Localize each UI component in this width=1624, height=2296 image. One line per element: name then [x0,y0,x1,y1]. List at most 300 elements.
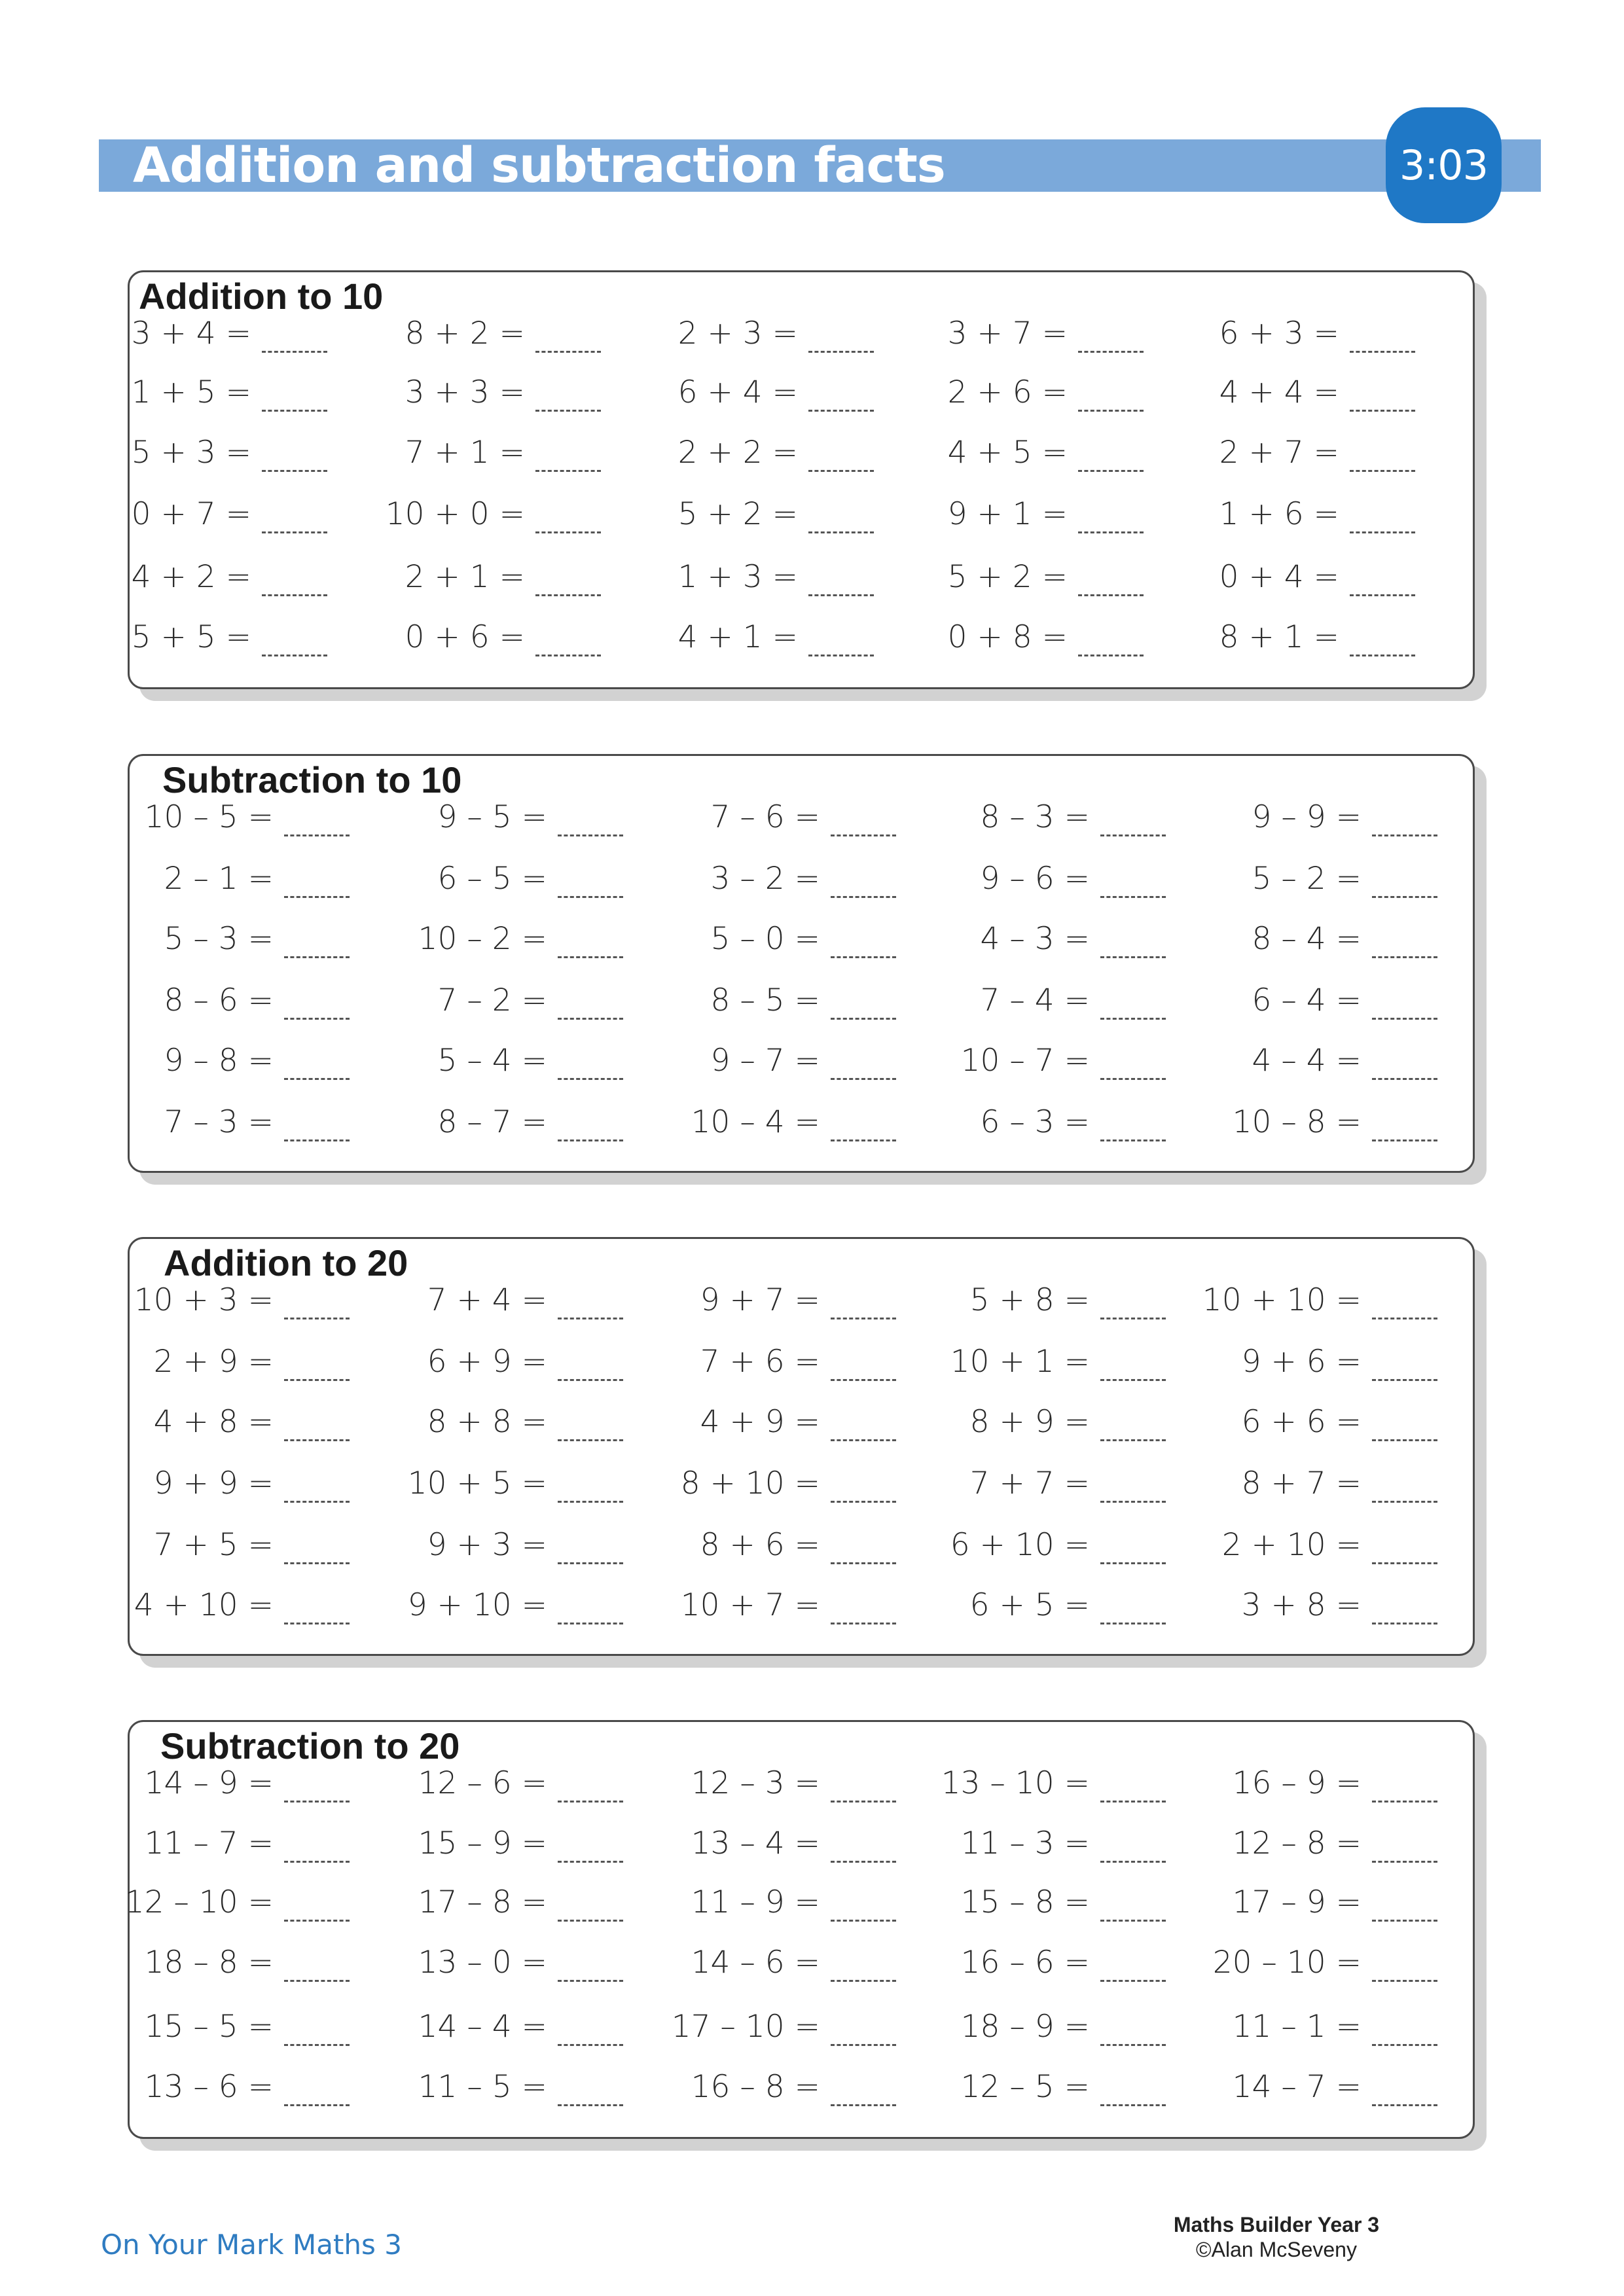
problem-expression: 2 – 1 = [164,860,274,897]
problem [355,614,601,660]
problem [103,1037,350,1083]
answer-blank[interactable] [558,2080,623,2106]
problem [628,554,874,600]
answer-blank[interactable] [558,1115,623,1141]
problem [377,1277,623,1323]
answer-blank[interactable] [558,1776,623,1803]
answer-blank[interactable] [831,2080,896,2106]
problem [920,1582,1166,1628]
answer-blank[interactable] [1078,386,1144,412]
problem [355,369,601,415]
answer-blank[interactable] [1100,872,1166,898]
problem-row [130,1760,1473,1806]
problem [1191,1338,1437,1384]
answer-blank[interactable] [1100,1895,1166,1922]
answer-blank[interactable] [1372,1895,1437,1922]
problem-expression: 5 + 5 = [131,619,251,655]
problem [897,491,1144,537]
problem-expression: 2 + 3 = [677,315,798,351]
answer-blank[interactable] [831,1895,896,1922]
problem [1169,369,1415,415]
answer-blank[interactable] [1078,570,1144,596]
problem [920,855,1166,901]
problem-expression: 7 + 4 = [427,1282,547,1318]
answer-blank[interactable] [1372,1538,1437,1564]
answer-blank[interactable] [831,810,896,836]
answer-blank[interactable] [831,994,896,1020]
problem [920,2003,1166,2049]
problem-expression: 14 – 9 = [144,1765,274,1801]
problem [920,1277,1166,1323]
answer-blank[interactable] [1100,1837,1166,1863]
problem-expression: 8 + 6 = [700,1526,820,1563]
problem [897,369,1144,415]
answer-blank[interactable] [831,1054,896,1080]
problem-expression: 2 + 6 = [947,374,1068,410]
problem [920,1399,1166,1444]
answer-blank[interactable] [831,1115,896,1141]
problem-row [130,614,1473,660]
answer-blank[interactable] [831,1477,896,1503]
problem [377,855,623,901]
problem [103,1820,350,1866]
section-title: Addition to 20 [164,1242,408,1283]
problem [650,1820,896,1866]
problem-expression: 15 – 5 = [144,2008,274,2045]
answer-blank[interactable] [808,327,874,353]
answer-blank[interactable] [284,1956,350,1982]
answer-blank[interactable] [1100,2020,1166,2046]
section-title: Subtraction to 20 [160,1725,460,1767]
answer-blank[interactable] [1100,1355,1166,1381]
problem-expression: 9 + 10 = [407,1587,547,1623]
problem-expression: 3 + 3 = [405,374,525,410]
problem [81,310,327,356]
problem [1191,916,1437,961]
section-subtraction-to-20 [124,1720,1475,2139]
problem [920,794,1166,840]
problem [377,1037,623,1083]
problem [650,916,896,961]
answer-blank[interactable] [558,932,623,958]
problem-row [130,491,1473,537]
answer-blank[interactable] [1078,446,1144,472]
answer-blank[interactable] [831,1837,896,1863]
problem-row [130,1522,1473,1568]
problem-expression: 9 – 9 = [1252,798,1362,835]
problem [1191,1522,1437,1568]
problem [377,1460,623,1506]
page-title: Addition and subtraction facts [133,137,945,194]
problem [1169,310,1415,356]
problem [628,369,874,415]
problem-expression: 9 – 5 = [437,798,547,835]
answer-blank[interactable] [1372,2080,1437,2106]
problem [355,554,601,600]
answer-blank[interactable] [1078,507,1144,533]
problem [628,614,874,660]
answer-blank[interactable] [284,1115,350,1141]
answer-blank[interactable] [1372,1956,1437,1982]
answer-blank[interactable] [558,1415,623,1441]
problem [103,1582,350,1628]
problem-expression: 10 – 7 = [960,1042,1090,1079]
title-banner [99,139,1541,192]
answer-blank[interactable] [1350,386,1415,412]
problem [650,855,896,901]
problem [103,1399,350,1444]
answer-blank[interactable] [535,570,601,596]
answer-blank[interactable] [558,1293,623,1319]
problem-expression: 9 + 7 = [700,1282,820,1318]
problem-expression: 10 – 8 = [1232,1103,1362,1140]
problem [897,554,1144,600]
answer-blank[interactable] [1350,570,1415,596]
problem-expression: 2 + 10 = [1221,1526,1362,1563]
problem-expression: 15 – 9 = [418,1825,547,1861]
answer-blank[interactable] [558,1355,623,1381]
problem-expression: 14 – 6 = [691,1944,820,1981]
problem [103,1522,350,1568]
problem [81,429,327,475]
answer-blank[interactable] [1100,1115,1166,1141]
answer-blank[interactable] [1372,1415,1437,1441]
problem-expression: 0 + 4 = [1219,558,1339,595]
problem [920,1338,1166,1384]
problem-expression: 1 + 6 = [1219,495,1339,532]
answer-blank[interactable] [558,1477,623,1503]
page-number-badge: 3:03 [1386,107,1502,223]
problem-expression: 8 – 5 = [710,982,820,1018]
answer-blank[interactable] [1372,1477,1437,1503]
problem-expression: 11 – 5 = [418,2068,547,2105]
problem [920,1820,1166,1866]
problem-expression: 18 – 8 = [144,1944,274,1981]
problem-expression: 10 – 4 = [691,1103,820,1140]
problem-expression: 2 + 9 = [153,1343,274,1380]
problem-expression: 18 – 9 = [960,2008,1090,2045]
answer-blank[interactable] [558,1895,623,1922]
answer-blank[interactable] [558,872,623,898]
problem [103,2003,350,2049]
problem [377,1582,623,1628]
problem-expression: 5 – 3 = [164,920,274,957]
problem-expression: 20 – 10 = [1212,1944,1362,1981]
problem-expression: 15 – 8 = [960,1884,1090,1920]
answer-blank[interactable] [558,1054,623,1080]
problem-expression: 6 – 4 = [1252,982,1362,1018]
answer-blank[interactable] [535,630,601,656]
problem-expression: 9 – 8 = [164,1042,274,1079]
problem-expression: 0 + 8 = [947,619,1068,655]
problem-expression: 5 – 0 = [710,920,820,957]
answer-blank[interactable] [535,446,601,472]
answer-blank[interactable] [558,1598,623,1624]
answer-blank[interactable] [831,1956,896,1982]
answer-blank[interactable] [831,1293,896,1319]
problem [103,916,350,961]
problem [377,1820,623,1866]
problem [103,1939,350,1985]
answer-blank[interactable] [1100,1293,1166,1319]
answer-blank[interactable] [284,1598,350,1624]
problem [1169,614,1415,660]
answer-blank[interactable] [558,1538,623,1564]
answer-blank[interactable] [1372,1054,1437,1080]
problem [920,2064,1166,2109]
answer-blank[interactable] [284,810,350,836]
answer-blank[interactable] [1100,1598,1166,1624]
problem [377,1760,623,1806]
problem-row [130,310,1473,356]
section-addition-to-20 [128,1237,1475,1656]
problem [103,794,350,840]
problem [1191,1879,1437,1925]
problem [1191,1582,1437,1628]
answer-blank[interactable] [808,570,874,596]
answer-blank[interactable] [558,994,623,1020]
problem-expression: 3 – 2 = [710,860,820,897]
answer-blank[interactable] [831,1776,896,1803]
answer-blank[interactable] [558,2020,623,2046]
answer-blank[interactable] [284,1776,350,1803]
answer-blank[interactable] [558,810,623,836]
problem-expression: 3 + 8 = [1241,1587,1362,1623]
answer-blank[interactable] [284,1293,350,1319]
answer-blank[interactable] [262,386,327,412]
problem-expression: 8 + 9 = [969,1403,1090,1440]
problem-expression: 6 – 3 = [980,1103,1090,1140]
answer-blank[interactable] [831,932,896,958]
problem-expression: 5 + 2 = [947,558,1068,595]
problem [920,1879,1166,1925]
problem-expression: 6 + 6 = [1241,1403,1362,1440]
problem-row [130,2064,1473,2109]
problem-expression: 8 + 8 = [427,1403,547,1440]
answer-blank[interactable] [808,630,874,656]
answer-blank[interactable] [1350,446,1415,472]
problem [1169,491,1415,537]
problem-row [130,1099,1473,1145]
problem-expression: 4 + 1 = [677,619,798,655]
problem-expression: 17 – 9 = [1232,1884,1362,1920]
problem-expression: 4 – 4 = [1252,1042,1362,1079]
problem-expression: 10 + 10 = [1202,1282,1362,1318]
answer-blank[interactable] [1372,810,1437,836]
answer-blank[interactable] [1100,1956,1166,1982]
problem [377,794,623,840]
answer-blank[interactable] [1372,994,1437,1020]
answer-blank[interactable] [1372,872,1437,898]
problem [1191,1099,1437,1145]
answer-blank[interactable] [1078,327,1144,353]
answer-blank[interactable] [1372,1115,1437,1141]
answer-blank[interactable] [1372,2020,1437,2046]
problem [650,1277,896,1323]
problem [897,614,1144,660]
problem [103,2064,350,2109]
problem-row [130,1399,1473,1444]
answer-blank[interactable] [1372,1837,1437,1863]
answer-blank[interactable] [284,1054,350,1080]
problem-expression: 3 + 7 = [947,315,1068,351]
answer-blank[interactable] [1100,2080,1166,2106]
answer-blank[interactable] [1100,1538,1166,1564]
problem-expression: 1 + 3 = [677,558,798,595]
answer-blank[interactable] [808,386,874,412]
problem-expression: 16 – 6 = [960,1944,1090,1981]
problem [650,1939,896,1985]
problem-expression: 12 – 8 = [1232,1825,1362,1861]
answer-blank[interactable] [831,1415,896,1441]
problem-expression: 9 + 1 = [947,495,1068,532]
problem-row [130,429,1473,475]
problem-expression: 6 + 4 = [677,374,798,410]
problem-expression: 13 – 10 = [941,1765,1090,1801]
answer-blank[interactable] [808,446,874,472]
problem [650,1399,896,1444]
answer-blank[interactable] [262,507,327,533]
problem-expression: 5 + 8 = [969,1282,1090,1318]
problem-expression: 6 + 10 = [950,1526,1090,1563]
problem [377,1399,623,1444]
problem-expression: 0 + 7 = [131,495,251,532]
problem-row [130,794,1473,840]
problem [81,554,327,600]
problem [650,1338,896,1384]
problem [1191,1037,1437,1083]
answer-blank[interactable] [284,1355,350,1381]
answer-blank[interactable] [831,1598,896,1624]
problem [81,369,327,415]
footer-book-title: Maths Builder Year 3 [1173,2213,1380,2236]
problem-expression: 6 + 3 = [1219,315,1339,351]
answer-blank[interactable] [262,630,327,656]
answer-blank[interactable] [1372,932,1437,958]
answer-blank[interactable] [284,2020,350,2046]
answer-blank[interactable] [284,1415,350,1441]
answer-blank[interactable] [1350,327,1415,353]
answer-blank[interactable] [831,1538,896,1564]
answer-blank[interactable] [1100,932,1166,958]
problem-expression: 7 – 6 = [710,798,820,835]
answer-blank[interactable] [262,570,327,596]
problem-expression: 10 + 3 = [134,1282,274,1318]
answer-blank[interactable] [1100,1054,1166,1080]
answer-blank[interactable] [1372,1598,1437,1624]
problem-row [130,1338,1473,1384]
answer-blank[interactable] [831,2020,896,2046]
answer-blank[interactable] [1372,1293,1437,1319]
answer-blank[interactable] [284,1837,350,1863]
problem-expression: 5 – 4 = [437,1042,547,1079]
answer-blank[interactable] [558,1956,623,1982]
problem-expression: 2 + 7 = [1219,434,1339,471]
answer-blank[interactable] [262,327,327,353]
answer-blank[interactable] [1100,1415,1166,1441]
problem-row [130,916,1473,961]
problem [81,491,327,537]
problem [103,1338,350,1384]
answer-blank[interactable] [284,1538,350,1564]
answer-blank[interactable] [262,446,327,472]
answer-blank[interactable] [284,1895,350,1922]
answer-blank[interactable] [1100,1477,1166,1503]
answer-blank[interactable] [1100,810,1166,836]
problem [1191,794,1437,840]
answer-blank[interactable] [1100,1776,1166,1803]
problem-expression: 8 + 7 = [1241,1465,1362,1501]
problem [1191,1399,1437,1444]
answer-blank[interactable] [1350,507,1415,533]
answer-blank[interactable] [558,1837,623,1863]
answer-blank[interactable] [535,327,601,353]
answer-blank[interactable] [808,507,874,533]
problem-expression: 7 + 1 = [405,434,525,471]
problem-expression: 4 + 2 = [131,558,251,595]
answer-blank[interactable] [1350,630,1415,656]
problem-expression: 11 – 1 = [1232,2008,1362,2045]
problem [920,1099,1166,1145]
problem [377,977,623,1023]
problem-expression: 7 + 5 = [153,1526,274,1563]
problem [103,1277,350,1323]
problem [1191,2064,1437,2109]
problem-expression: 8 + 2 = [405,315,525,351]
answer-blank[interactable] [535,507,601,533]
problem-expression: 9 + 9 = [153,1465,274,1501]
problem-expression: 10 + 5 = [407,1465,547,1501]
problem-expression: 17 – 8 = [418,1884,547,1920]
problem-row [130,855,1473,901]
problem-expression: 10 – 5 = [144,798,274,835]
answer-blank[interactable] [284,932,350,958]
problem [650,1522,896,1568]
answer-blank[interactable] [831,1355,896,1381]
answer-blank[interactable] [284,2080,350,2106]
problem [920,1037,1166,1083]
problem-expression: 11 – 3 = [960,1825,1090,1861]
answer-blank[interactable] [1078,630,1144,656]
problem [355,310,601,356]
problem [650,1879,896,1925]
problem-expression: 4 + 8 = [153,1403,274,1440]
answer-blank[interactable] [535,386,601,412]
problem-expression: 10 + 1 = [950,1343,1090,1380]
problem-expression: 12 – 3 = [691,1765,820,1801]
problem [650,1760,896,1806]
problem-expression: 9 + 6 = [1241,1343,1362,1380]
problem-expression: 6 – 5 = [437,860,547,897]
problem-row [130,1820,1473,1866]
answer-blank[interactable] [1372,1355,1437,1381]
problem-expression: 11 – 9 = [691,1884,820,1920]
answer-blank[interactable] [1372,1776,1437,1803]
problem [1191,1277,1437,1323]
section-subtraction-to-10 [128,754,1475,1173]
problem-expression: 2 + 2 = [677,434,798,471]
problem [1191,2003,1437,2049]
answer-blank[interactable] [1100,994,1166,1020]
problem [920,1460,1166,1506]
answer-blank[interactable] [831,872,896,898]
problem-expression: 0 + 6 = [405,619,525,655]
problem-expression: 6 + 9 = [427,1343,547,1380]
problem-expression: 4 + 9 = [700,1403,820,1440]
answer-blank[interactable] [284,1477,350,1503]
answer-blank[interactable] [284,872,350,898]
answer-blank[interactable] [284,994,350,1020]
